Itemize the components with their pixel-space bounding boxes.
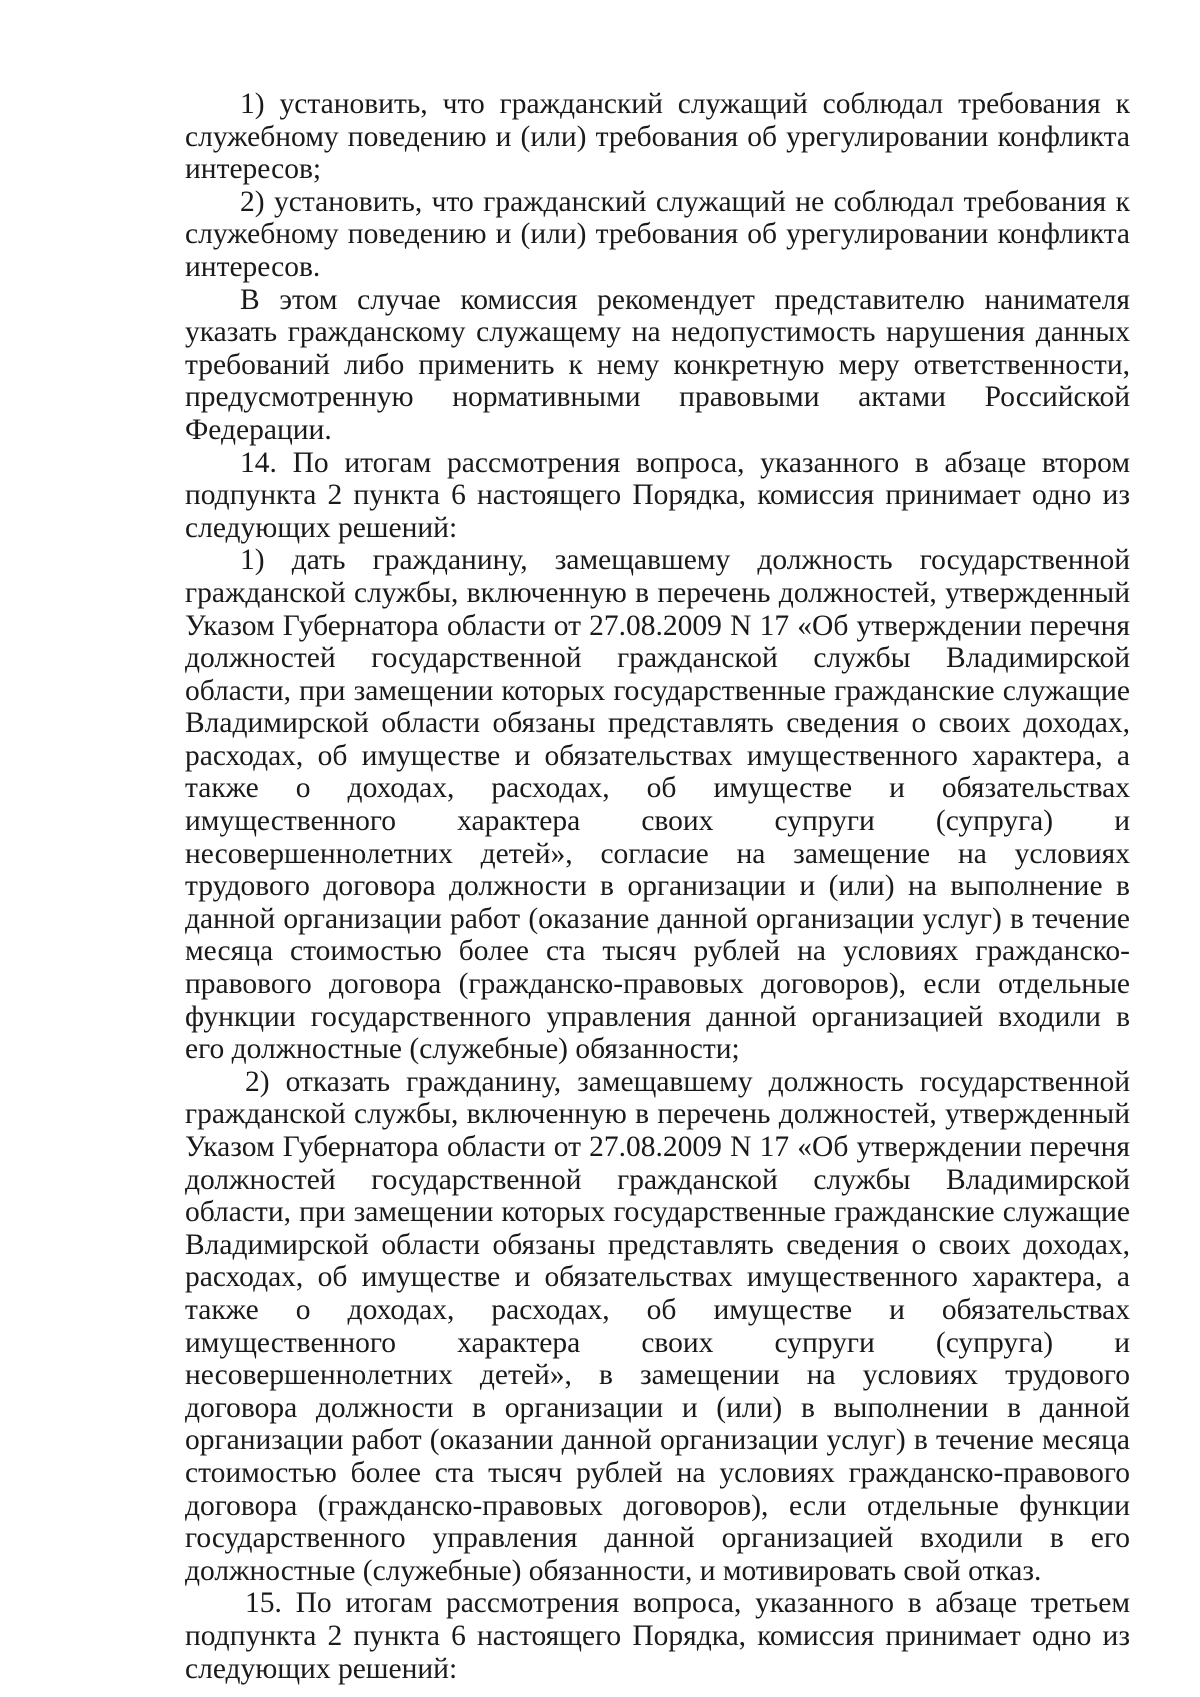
document-page [185, 88, 1130, 1685]
paragraph-recommendation: В этом случае комиссия рекомендует представителю нанимателя указать гражданскому служащему на недопустимость нарушения данных требований либо применить к нему конкретную меру ответственности, предусмотренную нормативными правовыми актами Российской Федерации. [185, 283, 1130, 446]
paragraph-item-1-compliance: 1) установить, что гражданский служащий соблюдал требования к служебному поведению и (или) требования об урегулировании конфликта интересов; [185, 88, 1130, 186]
paragraph-item-2-noncompliance: 2) установить, что гражданский служащий не соблюдал требования к служебному поведению и (или) требования об урегулировании конфликта интересов. [185, 185, 1130, 283]
paragraph-clause-14-item-2: 2) отказать гражданину, замещавшему должность государственной гражданской службы, включенную в перечень должностей, утвержденный Указом Губернатора области от 27.08.2009 N 17 «Об утверждении перечня должностей государственной гражданской службы Владимирской области, при замещении которых государственные гражданские служащие Владимирской области обязаны представлять сведения о своих доходах, расходах, об имуществе и обязательствах имущественного характера, а также о доходах, расходах, об имуществе и обязательствах имущественного характера своих супруги (супруга) и несовершеннолетних детей», в замещении на условиях трудового договора должности в организации и (или) в выполнении в данной организации работ (оказании данной организации услуг) в течение месяца стоимостью более ста тысяч рублей на условиях гражданско-правового договора (гражданско-правовых договоров), если отдельные функции государственного управления данной организацией входили в его должностные (служебные) обязанности, и мотивировать свой отказ. [185, 1065, 1130, 1587]
paragraph-clause-14: 14. По итогам рассмотрения вопроса, указанного в абзаце втором подпункта 2 пункта 6 настоящего Порядка, комиссия принимает одно из следующих решений: [185, 446, 1130, 544]
paragraph-clause-15: 15. По итогам рассмотрения вопроса, указанного в абзаце третьем подпункта 2 пункта 6 настоящего Порядка, комиссия принимает одно из следующих решений: [185, 1587, 1130, 1685]
paragraph-clause-14-item-1: 1) дать гражданину, замещавшему должность государственной гражданской службы, включенную в перечень должностей, утвержденный Указом Губернатора области от 27.08.2009 N 17 «Об утверждении перечня должностей государственной гражданской службы Владимирской области, при замещении которых государственные гражданские служащие Владимирской области обязаны представлять сведения о своих доходах, расходах, об имуществе и обязательствах имущественного характера, а также о доходах, расходах, об имуществе и обязательствах имущественного характера своих супруги (супруга) и несовершеннолетних детей», согласие на замещение на условиях трудового договора должности в организации и (или) на выполнение в данной организации работ (оказание данной организации услуг) в течение месяца стоимостью более ста тысяч рублей на условиях гражданско-правового договора (гражданско-правовых договоров), если отдельные функции государственного управления данной организацией входили в его должностные (служебные) обязанности; [185, 544, 1130, 1066]
